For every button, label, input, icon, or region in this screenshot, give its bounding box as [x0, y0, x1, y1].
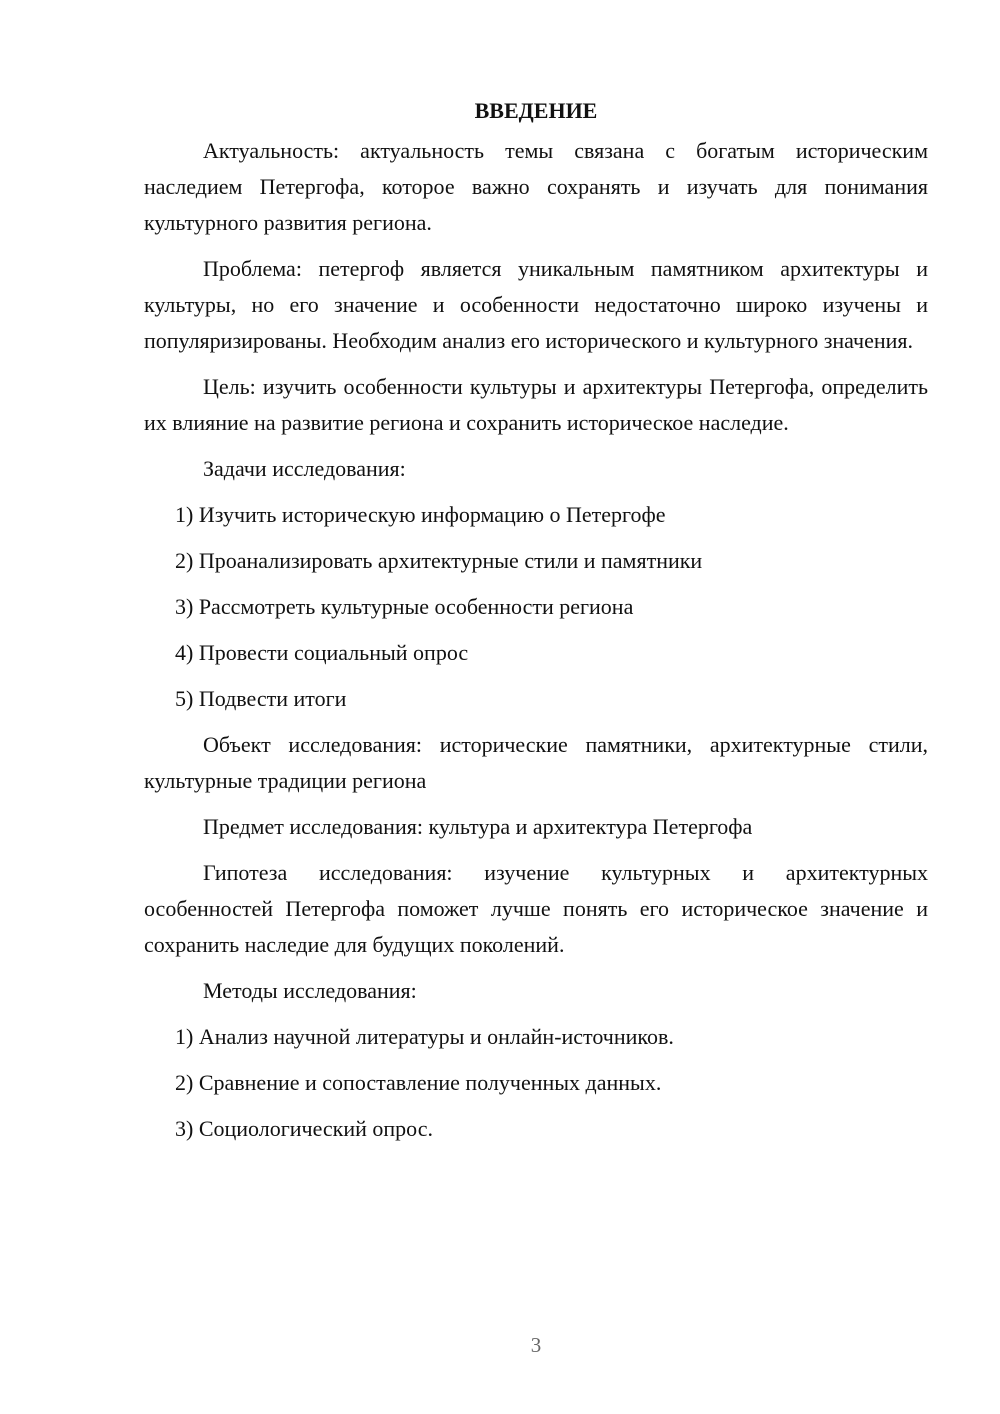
task-item: 2) Проанализировать архитектурные стили и памятники — [175, 548, 703, 573]
task-item: 5) Подвести итоги — [175, 686, 347, 711]
tasks-heading: Задачи исследования: — [203, 456, 406, 481]
method-item: 3) Социологический опрос. — [175, 1116, 433, 1141]
object-paragraph: Объект исследования: исторические памятники, архитектурные стили, культурные традиции региона — [144, 732, 928, 793]
methods-list — [144, 1019, 928, 1147]
relevance-paragraph: Актуальность: актуальность темы связана с богатым историческим наследием Петергофа, которое важно сохранять и изучать для понимания культурного развития региона. — [144, 138, 928, 235]
problem-paragraph: Проблема: петергоф является уникальным памятником архитектуры и культуры, но его значение и особенности недостаточно широко изучены и популяризированы. Необходим анализ его исторического и культурного значения. — [144, 256, 928, 353]
goal-paragraph: Цель: изучить особенности культуры и архитектуры Петергофа, определить их влияние на развитие региона и сохранить историческое наследие. — [144, 374, 928, 435]
page-title: ВВЕДЕНИЕ — [474, 98, 598, 123]
tasks-list — [144, 497, 928, 717]
page-content — [144, 93, 928, 1157]
task-item: 4) Провести социальный опрос — [175, 640, 469, 665]
page-number: 3 — [530, 1333, 542, 1357]
hypothesis-paragraph: Гипотеза исследования: изучение культурных и архитектурных особенностей Петергофа поможет лучше понять его историческое значение и сохранить наследие для будущих поколений. — [144, 860, 928, 957]
task-item: 1) Изучить историческую информацию о Петергофе — [175, 502, 666, 527]
task-item: 3) Рассмотреть культурные особенности региона — [175, 594, 634, 619]
methods-heading: Методы исследования: — [203, 978, 417, 1003]
method-item: 2) Сравнение и сопоставление полученных данных. — [175, 1070, 662, 1095]
subject-paragraph: Предмет исследования: культура и архитектура Петергофа — [203, 814, 753, 839]
method-item: 1) Анализ научной литературы и онлайн-источников. — [175, 1024, 674, 1049]
